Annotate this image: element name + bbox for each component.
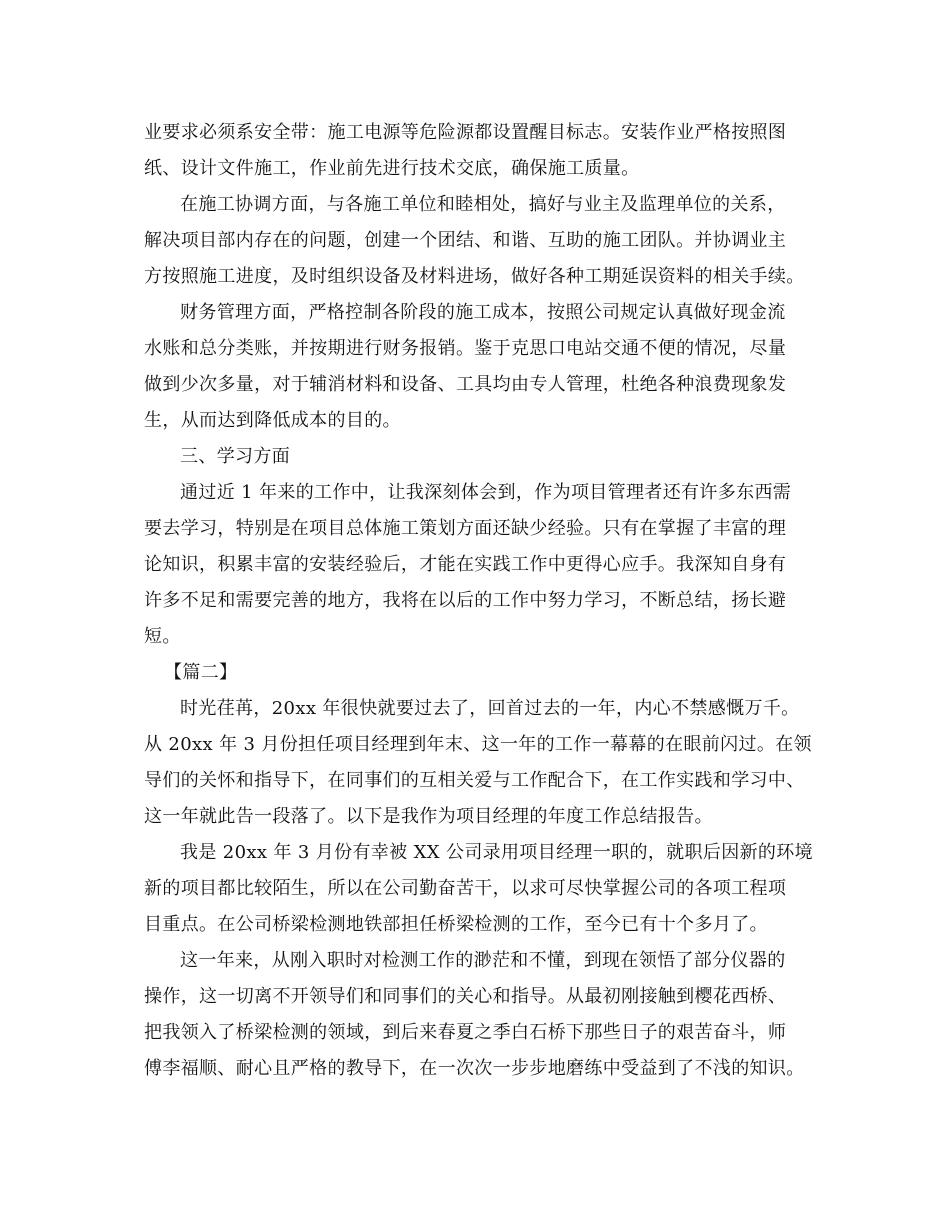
- text-line: 论知识，积累丰富的安装经验后，才能在实践工作中更得心应手。我深知自身有: [144, 554, 787, 575]
- paragraph-start-line: 我是 20xx 年 3 月份有幸被 XX 公司录用项目经理一职的，就职后因新的环境: [180, 842, 813, 863]
- paragraph-start-line: 这一年来，从刚入职时对检测工作的渺茫和不懂，到现在领悟了部分仪器的: [180, 950, 786, 971]
- part-heading: 【篇二】: [164, 662, 238, 683]
- text-line: 新的项目都比较陌生，所以在公司勤奋苦干，以求可尽快掌握公司的各项工程项: [144, 878, 787, 899]
- text-line: 这一年就此告一段落了。以下是我作为项目经理的年度工作总结报告。: [144, 806, 713, 827]
- paragraph-start-line: 时光荏苒，20xx 年很快就要过去了，回首过去的一年，内心不禁感慨万千。: [180, 698, 800, 719]
- text-line: 把我领入了桥梁检测的领域，到后来春夏之季白石桥下那些日子的艰苦奋斗，师: [144, 1022, 787, 1043]
- text-line: 生，从而达到降低成本的目的。: [144, 410, 401, 431]
- text-line: 目重点。在公司桥梁检测地铁部担任桥梁检测的工作，至今已有十个多月了。: [144, 914, 768, 935]
- text-line: 从 20xx 年 3 月份担任项目经理到年末、这一年的工作一幕幕的在眼前闪过。在领: [144, 734, 812, 755]
- text-line: 操作，这一切离不开领导们和同事们的关心和指导。从最初刚接触到樱花西桥、: [144, 986, 787, 1007]
- section-heading: 三、学习方面: [180, 446, 291, 467]
- text-line: 傅李福顺、耐心且严格的教导下，在一次次一步步地磨练中受益到了不浅的知识。: [144, 1058, 805, 1079]
- paragraph-start-line: 在施工协调方面，与各施工单位和睦相处，搞好与业主及监理单位的关系，: [180, 194, 786, 215]
- text-line: 许多不足和需要完善的地方，我将在以后的工作中努力学习，不断总结，扬长避: [144, 590, 787, 611]
- text-line: 做到少次多量，对于辅消材料和设备、工具均由专人管理，杜绝各种浪费现象发: [144, 374, 787, 395]
- text-line: 解决项目部内存在的问题，创建一个团结、和谐、互助的施工团队。并协调业主: [144, 230, 787, 251]
- text-line: 业要求必须系安全带：施工电源等危险源都设置醒目标志。安装作业严格按照图: [144, 122, 787, 143]
- text-line: 纸、设计文件施工，作业前先进行技术交底，确保施工质量。: [144, 158, 640, 179]
- paragraph-start-line: 通过近 1 年来的工作中，让我深刻体会到，作为项目管理者还有许多东西需: [180, 482, 792, 503]
- paragraph-start-line: 财务管理方面，严格控制各阶段的施工成本，按照公司规定认真做好现金流: [180, 302, 786, 323]
- text-line: 短。: [144, 626, 181, 647]
- text-line: 导们的关怀和指导下，在同事们的互相关爱与工作配合下，在工作实践和学习中、: [144, 770, 805, 791]
- text-line: 要去学习，特别是在项目总体施工策划方面还缺少经验。只有在掌握了丰富的理: [144, 518, 787, 539]
- text-line: 水账和总分类账，并按期进行财务报销。鉴于克思口电站交通不便的情况，尽量: [144, 338, 787, 359]
- text-line: 方按照施工进度，及时组织设备及材料进场，做好各种工期延误资料的相关手续。: [144, 266, 805, 287]
